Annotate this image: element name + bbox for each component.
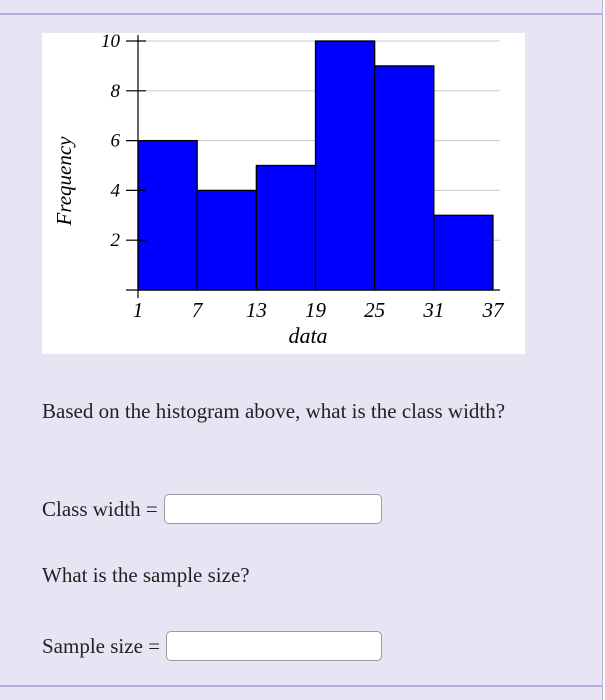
class-width-question: Based on the histogram above, what is the class width?	[42, 399, 506, 423]
x-tick-label-19: 19	[305, 298, 326, 322]
sample-size-label: Sample size =	[42, 633, 160, 658]
x-tick-label-13: 13	[245, 298, 267, 322]
bottom-divider	[0, 685, 603, 687]
histogram-svg	[42, 33, 525, 354]
y-tick-label-8: 8	[110, 80, 120, 102]
x-tick-label-1: 1	[132, 298, 144, 322]
bar-1-7	[138, 141, 197, 290]
bar-7-13	[197, 190, 256, 290]
y-axis-label: Frequency	[52, 136, 76, 226]
class-width-label: Class width =	[42, 496, 158, 521]
y-tick-label-4: 4	[110, 180, 120, 202]
x-axis-label: data	[288, 323, 328, 348]
y-tick-label-2: 2	[110, 230, 120, 252]
bar-25-31	[375, 66, 434, 290]
x-tick-label-37: 37	[482, 298, 504, 322]
y-tick-label-6: 6	[110, 130, 120, 152]
class-width-row	[42, 494, 382, 524]
top-divider	[0, 13, 603, 15]
bar-13-19	[256, 166, 315, 291]
x-tick-label-7: 7	[191, 298, 203, 322]
class-width-input[interactable]	[164, 494, 382, 524]
x-tick-label-31: 31	[423, 298, 445, 322]
y-tick-label-10: 10	[101, 33, 120, 52]
bar-31-37	[434, 215, 493, 290]
x-tick-label-25: 25	[364, 298, 386, 322]
sample-size-input[interactable]	[166, 631, 382, 661]
histogram-chart	[42, 33, 525, 354]
bar-19-25	[316, 41, 375, 290]
sample-size-question: What is the sample size?	[42, 563, 250, 587]
sample-size-row	[42, 631, 382, 661]
